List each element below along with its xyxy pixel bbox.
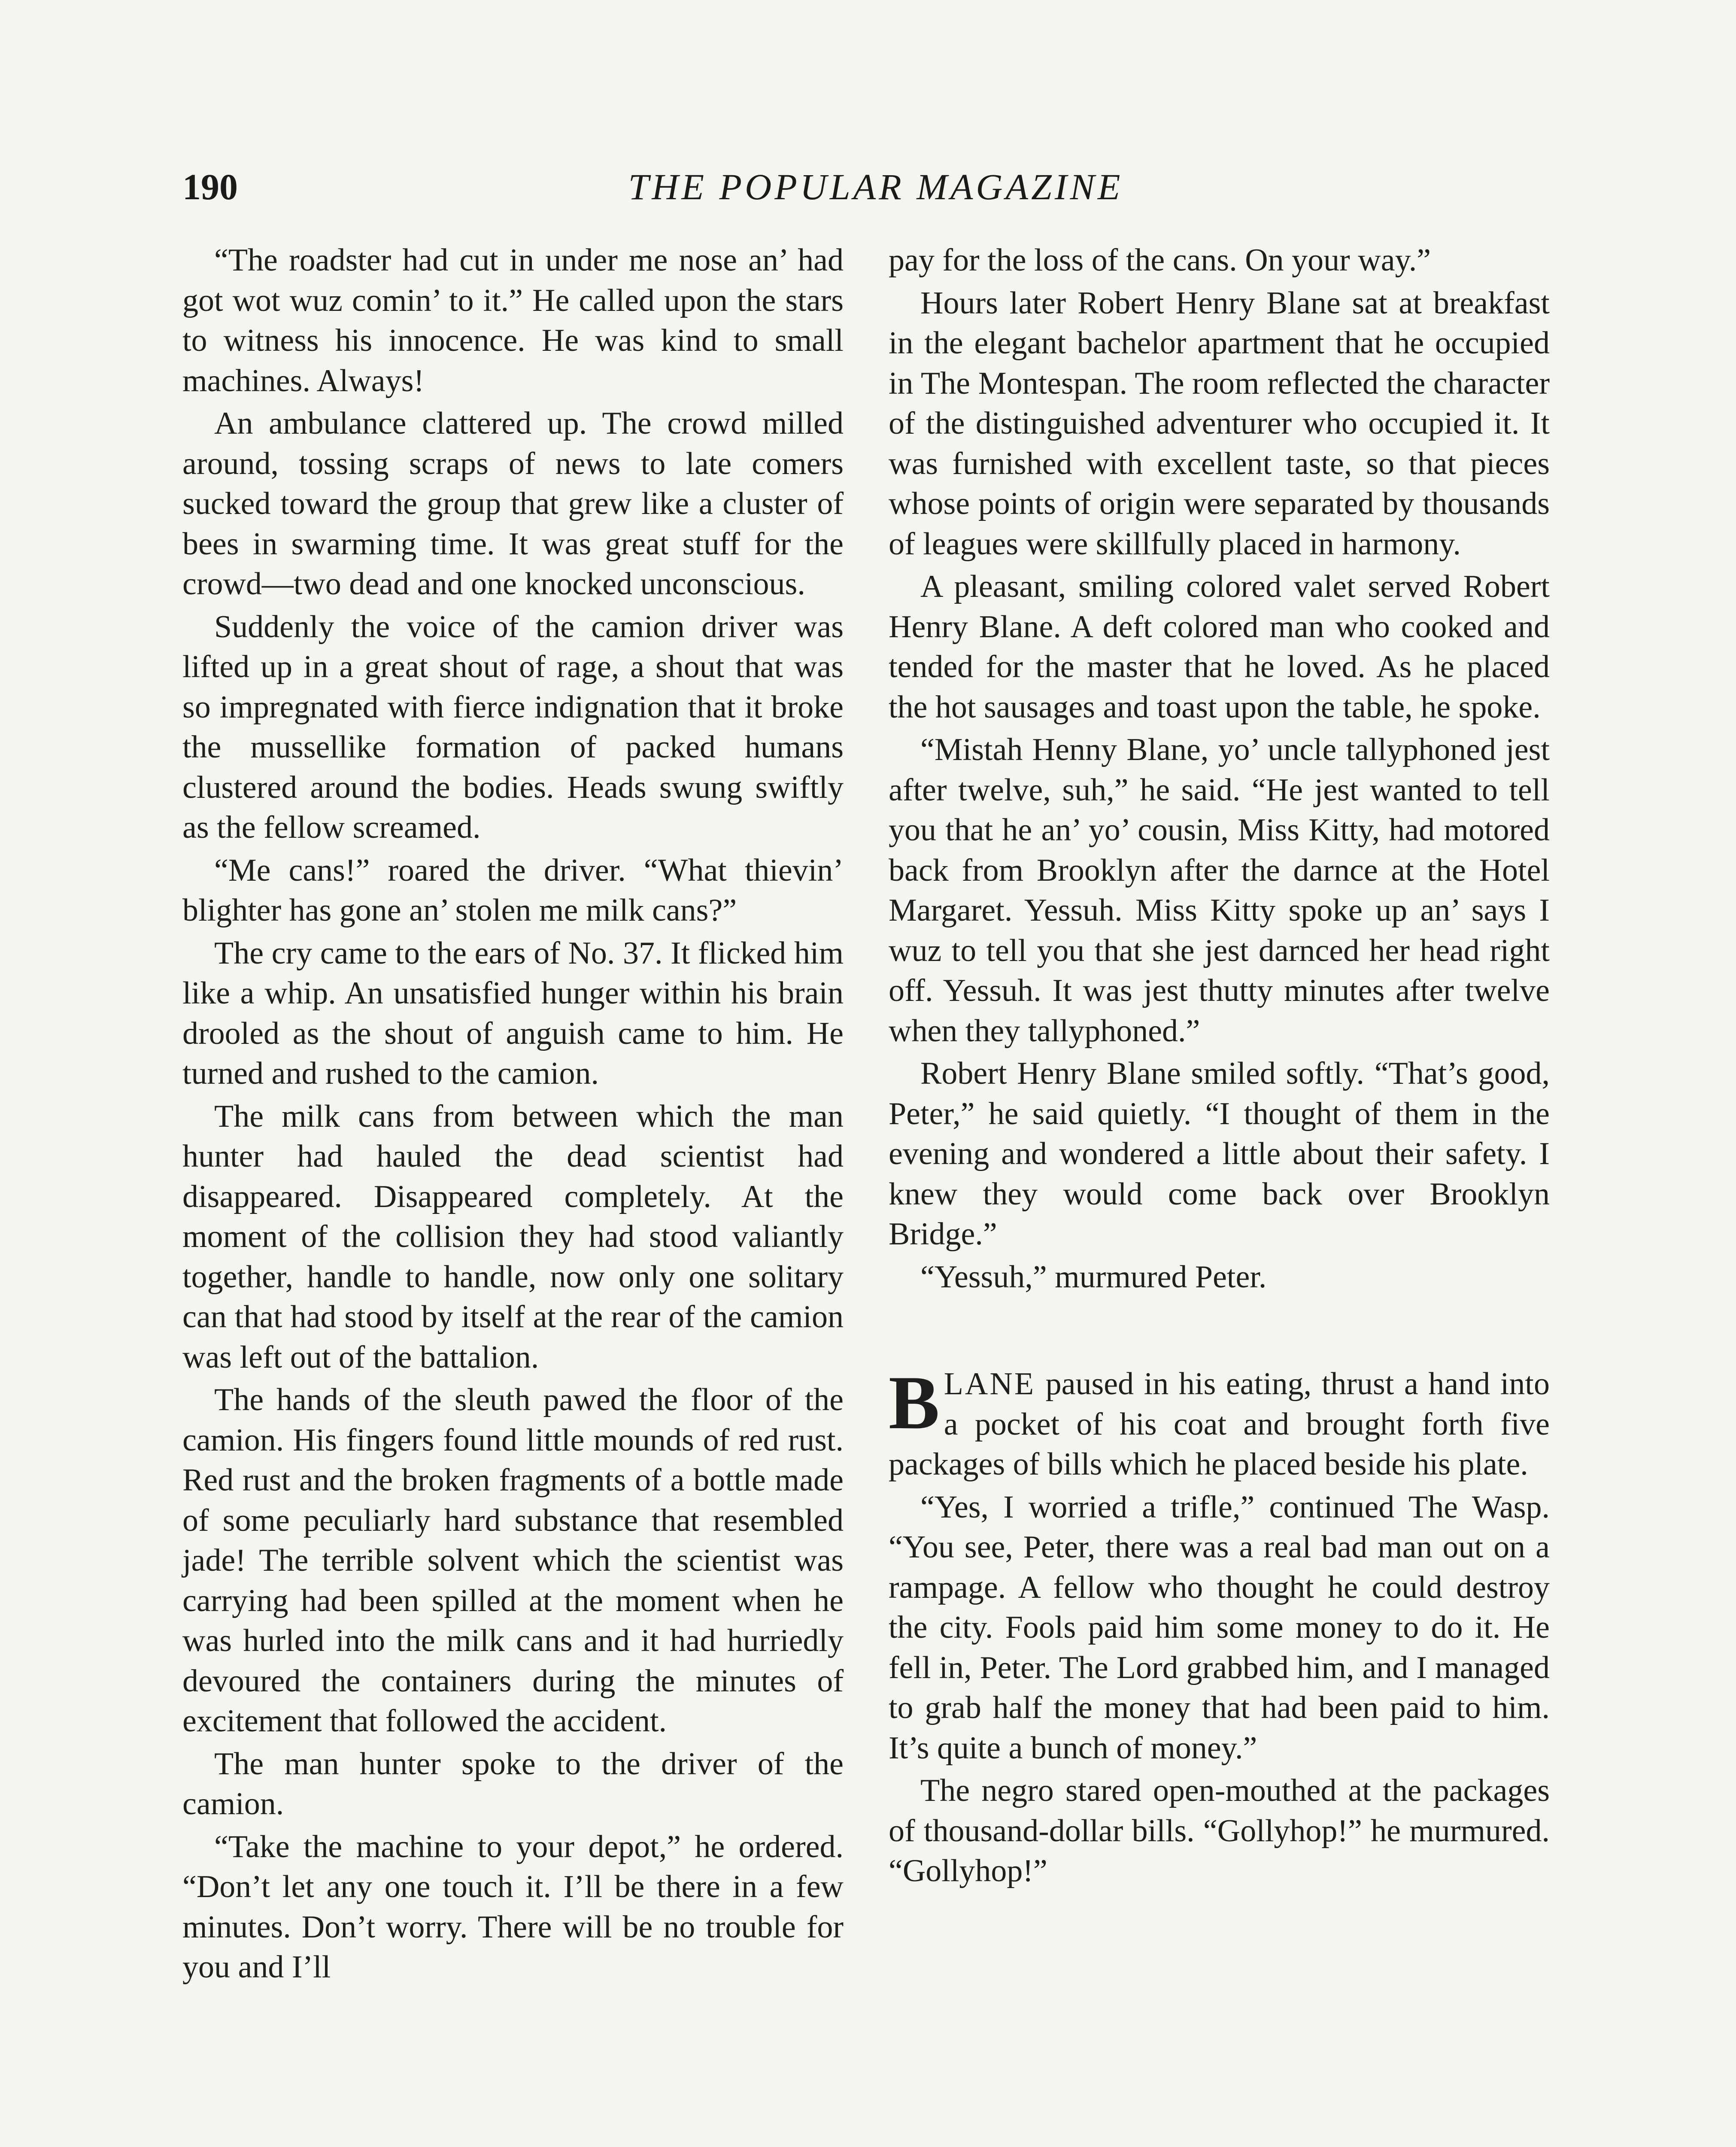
paragraph: Hours later Robert Henry Blane sat at breakfast in the elegant bachelor apartment that he occupied in The Montespan. The room reflected the character of the distinguished adventurer who occupied it. It was furnished with excellent taste, so that pieces whose points of origin were separated by thousands of leagues were skillfully placed in harmony. [889,285,1550,562]
section-break [889,1300,1550,1364]
paragraph: The cry came to the ears of No. 37. It flicked him like a whip. An unsatisfied hunger within his brain drooled as the shout of anguish came to him. He turned and rushed to the camion. [182,935,844,1091]
right-column [889,240,1550,1894]
paragraph: The man hunter spoke to the driver of the camion. [182,1746,844,1822]
running-title: THE POPULAR MAGAZINE [628,166,1123,207]
paragraph: “The roadster had cut in under me nose an’ had got wot wuz comin’ to it.” He called upon the stars to witness his innocence. He was kind to small machines. Always! [182,243,844,398]
dropcap-paragraph [889,1360,1550,1485]
paragraph: “Me cans!” roared the driver. “What thievin’ blighter has gone an’ stolen me milk cans?” [182,852,844,928]
paragraph: “Take the machine to your depot,” he ordered. “Don’t let any one touch it. I’ll be there in a few minutes. Don’t worry. There will be no trouble for you and I’ll [182,1829,844,1985]
paragraph: The hands of the sleuth pawed the floor of the camion. His fingers found little mounds of red rust. Red rust and the broken fragments of a bottle made of some peculiarly hard substance that resembled jade! The terrible solvent which the scientist was carrying had been spilled at the moment when he was hurled into the milk cans and it had hurriedly devoured the containers during the minutes of excitement that followed the accident. [182,1382,844,1739]
left-column [182,240,844,1990]
drop-cap-letter: B [889,1360,940,1445]
paragraph: An ambulance clattered up. The crowd milled around, tossing scraps of news to late comers sucked toward the group that grew like a cluster of bees in swarming time. It was great stuff for the crowd—two dead and one knocked unconscious. [182,406,844,602]
paragraph: Robert Henry Blane smiled softly. “That’s good, Peter,” he said quietly. “I thought of them in the evening and wondered a little about their safety. I knew they would come back over Brooklyn Bridge.” [889,1056,1550,1252]
paragraph: The negro stared open-mouthed at the packages of thousand-dollar bills. “Gollyhop!” he murmured. “Gollyhop!” [889,1773,1550,1889]
paragraph: “Mistah Henny Blane, yo’ uncle tallyphoned jest after twelve, suh,” he said. “He jest wanted to tell you that he an’ yo’ cousin, Miss Kitty, had motored back from Brooklyn after the darnce at the Hotel Margaret. Yessuh. Miss Kitty spoke up an’ says I wuz to tell you that she jest darnced her head right off. Yessuh. It was jest thutty minutes after twelve when they tallyphoned.” [889,732,1550,1049]
paragraph: “Yessuh,” murmured Peter. [920,1259,1267,1295]
page-number: 190 [182,166,238,207]
dropcap-paragraph-text: paused in his eating, thrust a hand into a pocket of his coat and brought forth five packages of bills which he placed beside his plate. [889,1366,1550,1482]
paragraph: “Yes, I worried a trifle,” continued The Wasp. “You see, Peter, there was a real bad man out on a rampage. A fellow who thought he could destroy the city. Fools paid him some money to do it. He fell in, Peter. The Lord grabbed him, and I managed to grab half the money that had been paid to him. It’s quite a bunch of money.” [889,1489,1550,1766]
dropcap-smallcaps: LANE [944,1366,1036,1402]
paragraph: The milk cans from between which the man hunter had hauled the dead scientist had disappeared. Disappeared completely. At the moment of the collision they had stood valiantly together, handle to handle, now only one solitary can that had stood by itself at the rear of the camion was left out of the battalion. [182,1098,844,1375]
paragraph-continued: pay for the loss of the cans. On your way.” [889,243,1431,278]
paragraph: A pleasant, smiling colored valet served Robert Henry Blane. A deft colored man who cooked and tended for the master that he loved. As he placed the hot sausages and toast upon the table, he spoke. [889,569,1550,725]
page-header [182,163,1569,223]
paragraph: Suddenly the voice of the camion driver was lifted up in a great shout of rage, a shout that was so impregnated with fierce indignation that it broke the mussellike formation of packed humans clustered around the bodies. Heads swung swiftly as the fellow screamed. [182,609,844,845]
